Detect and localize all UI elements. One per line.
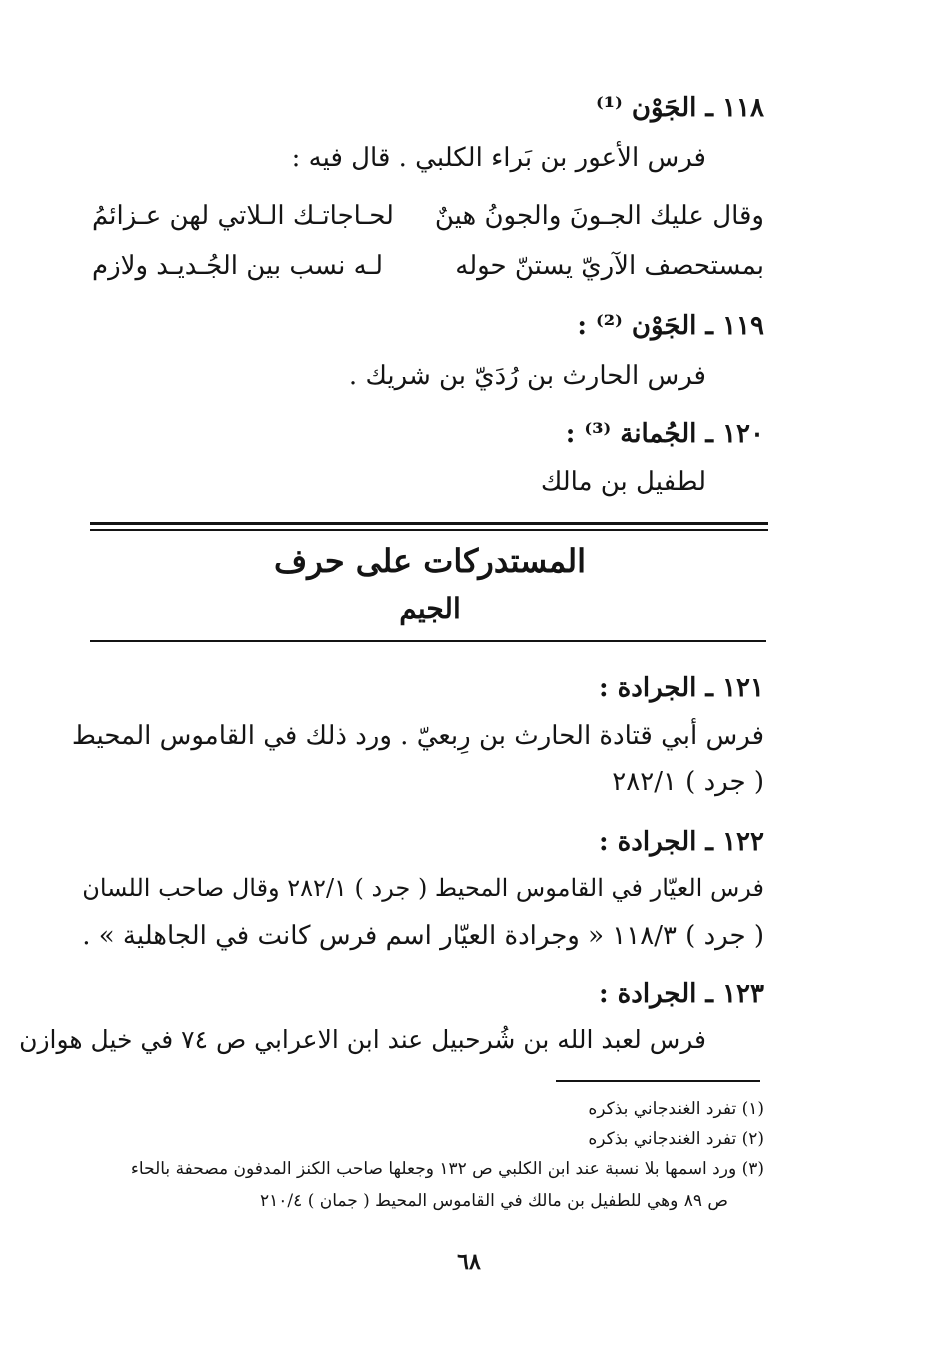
poem-verse-2 — [92, 246, 764, 286]
entry-123-heading: ١٢٣ ـ الجرادة : — [599, 979, 764, 1009]
section-title: المستدركات على حرف — [274, 542, 586, 580]
footnote-3-line-2: ص ٨٩ وهي للطفيل بن مالك في القاموس المحيط ( جمان ) ٢١٠/٤ — [260, 1191, 728, 1211]
entry-118-text: فرس الأعور بن بَراء الكلبي . قال فيه : — [291, 143, 706, 173]
footnote-2: (٢) تفرد الغندجاني بذكره — [588, 1129, 764, 1149]
section-double-rule-bottom — [90, 529, 768, 531]
poem-verse-2-first: بمستحصف الآريّ يستنّ حوله — [455, 251, 764, 281]
entry-119-heading: ١١٩ ـ الجَوْن ⁽²⁾ : — [577, 311, 764, 341]
footnote-1: (١) تفرد الغندجاني بذكره — [588, 1099, 764, 1119]
entry-122-text-line-2: ( جرد ) ١١٨/٣ « وجرادة العيّار اسم فرس كانت في الجاهلية » . — [82, 921, 764, 951]
entry-120-text: لطفيل بن مالك — [540, 467, 706, 497]
poem-verse-1-second: لحـاجاتـك الـلاتي لهن عـزائمُ — [92, 201, 394, 231]
entry-119-text: فرس الحارث بن رُدَيّ بن شريك . — [348, 361, 706, 391]
section-rule — [90, 640, 766, 642]
poem-verse-1 — [92, 196, 764, 236]
entry-120-heading: ١٢٠ ـ الجُمانة ⁽³⁾ : — [565, 419, 764, 449]
footnote-3-line-1: (٣) ورد اسمها بلا نسبة عند ابن الكلبي ص ١٣٢ وجعلها صاحب الكنز المدفون مصحفة بالحاء — [130, 1159, 764, 1179]
entry-118-heading: ١١٨ ـ الجَوْن ⁽¹⁾ — [595, 93, 764, 123]
section-subtitle: الجيم — [399, 592, 461, 625]
footnote-separator — [556, 1080, 760, 1082]
entry-122-text-line-1: فرس العيّار في القاموس المحيط ( جرد ) ٢٨٢/١ وقال صاحب اللسان — [82, 874, 764, 902]
entry-121-text-line-2: ( جرد ) ٢٨٢/١ — [612, 767, 764, 797]
entry-123-text: فرس لعبد الله بن شُرحبيل عند ابن الاعرابي ص ٧٤ في خيل هوازن — [19, 1025, 706, 1054]
section-double-rule-top — [90, 522, 768, 525]
poem-verse-2-second: لـه نسب بين الجُـديـد ولازم — [92, 251, 384, 281]
entry-121-heading: ١٢١ ـ الجرادة : — [599, 673, 764, 703]
poem-verse-1-first: وقال عليك الجـونَ والجونُ هينٌ — [434, 201, 764, 231]
entry-121-text-line-1: فرس أبي قتادة الحارث بن رِبعيّ . ورد ذلك في القاموس المحيط — [71, 721, 764, 751]
entry-122-heading: ١٢٢ ـ الجرادة : — [599, 827, 764, 857]
page-number: ٦٨ — [457, 1249, 481, 1275]
